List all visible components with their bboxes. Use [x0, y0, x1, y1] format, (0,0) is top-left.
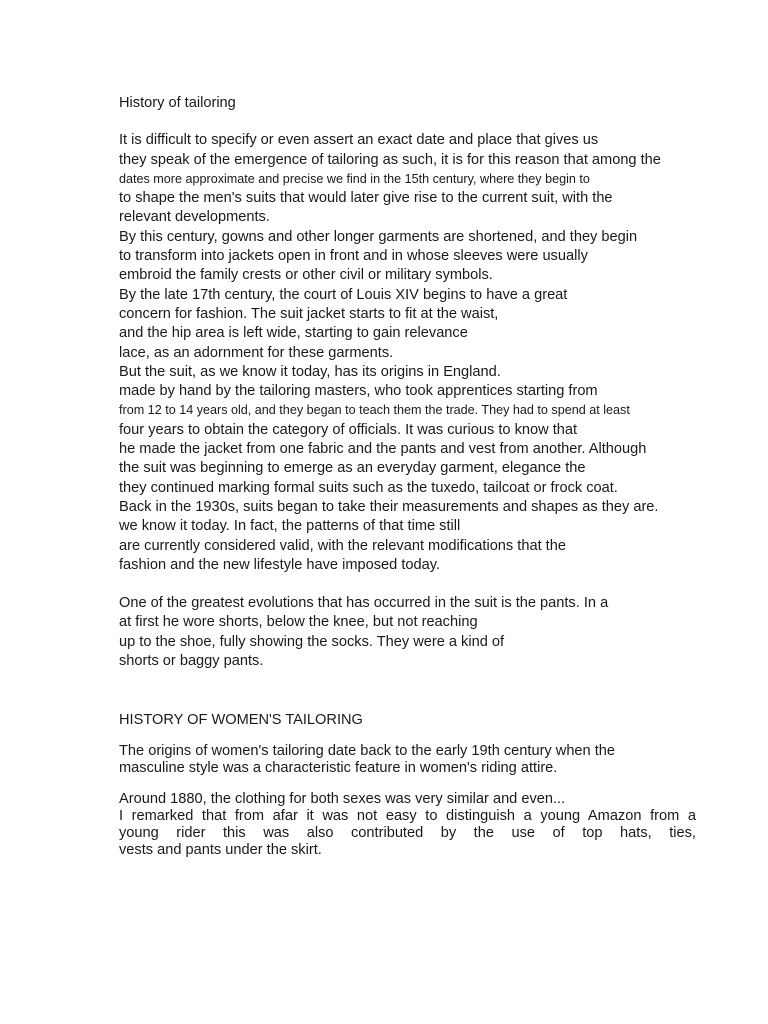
paragraph-1880-clothing [119, 791, 719, 859]
text-line: to shape the men's suits that would later give rise to the current suit, with the [119, 190, 613, 207]
text-line: One of the greatest evolutions that has occurred in the suit is the pants. In a [119, 595, 609, 612]
text-line: masculine style was a characteristic feature in women's riding attire. [119, 759, 558, 776]
spacer [119, 777, 719, 791]
text-line: I remarked that from afar it was not easy to distinguish a young Amazon from a [119, 807, 696, 824]
section-heading: HISTORY OF WOMEN'S TAILORING [119, 712, 363, 729]
spacer [119, 731, 719, 743]
spacer [119, 113, 719, 131]
text-line: Back in the 1930s, suits began to take their measurements and shapes as they are. [119, 498, 659, 515]
text-line: vests and pants under the skirt. [119, 841, 322, 858]
document-page [119, 94, 719, 859]
spacer [119, 671, 719, 711]
text-line: we know it today. In fact, the patterns of that time still [119, 518, 461, 535]
paragraph-tailoring-history [119, 131, 719, 575]
text-line: made by hand by the tailoring masters, who took apprentices starting from [119, 383, 598, 400]
text-line: young rider this was also contributed by the use of top hats, ties, [119, 824, 696, 841]
text-line: But the suit, as we know it today, has its origins in England. [119, 363, 501, 380]
text-line: and the hip area is left wide, starting to gain relevance [119, 325, 468, 342]
text-line: they speak of the emergence of tailoring as such, it is for this reason that among the [119, 151, 661, 168]
paragraph-pants-evolution [119, 594, 719, 671]
text-line: By this century, gowns and other longer garments are shortened, and they begin [119, 228, 638, 245]
text-line: they continued marking formal suits such as the tuxedo, tailcoat or frock coat. [119, 479, 618, 496]
text-line: four years to obtain the category of officials. It was curious to know that [119, 421, 578, 438]
spacer [119, 575, 719, 594]
text-line: the suit was beginning to emerge as an everyday garment, elegance the [119, 460, 586, 477]
text-line: at first he wore shorts, below the knee, but not reaching [119, 614, 478, 631]
text-line: The origins of women's tailoring date back to the early 19th century when the [119, 742, 616, 759]
text-line: are currently considered valid, with the relevant modifications that the [119, 537, 566, 554]
text-line: dates more approximate and precise we find in the 15th century, where they begin to [119, 171, 590, 186]
text-line: up to the shoe, fully showing the socks. They were a kind of [119, 633, 505, 650]
text-line: lace, as an adornment for these garments. [119, 344, 394, 361]
text-line: It is difficult to specify or even assert an exact date and place that gives us [119, 132, 599, 149]
text-line: relevant developments. [119, 209, 270, 226]
document-title: History of tailoring [119, 95, 236, 111]
text-line: to transform into jackets open in front and in whose sleeves were usually [119, 248, 588, 265]
text-line: Around 1880, the clothing for both sexes was very similar and even... [119, 790, 566, 807]
text-line: from 12 to 14 years old, and they began to teach them the trade. They had to spend at least [119, 403, 630, 418]
paragraph-womens-origins [119, 743, 719, 777]
text-line: By the late 17th century, the court of Louis XIV begins to have a great [119, 286, 568, 303]
text-line: fashion and the new lifestyle have imposed today. [119, 556, 440, 573]
text-line: concern for fashion. The suit jacket starts to fit at the waist, [119, 305, 499, 322]
text-line: he made the jacket from one fabric and the pants and vest from another. Although [119, 441, 647, 458]
text-line: shorts or baggy pants. [119, 653, 264, 670]
text-line: embroid the family crests or other civil or military symbols. [119, 267, 493, 284]
